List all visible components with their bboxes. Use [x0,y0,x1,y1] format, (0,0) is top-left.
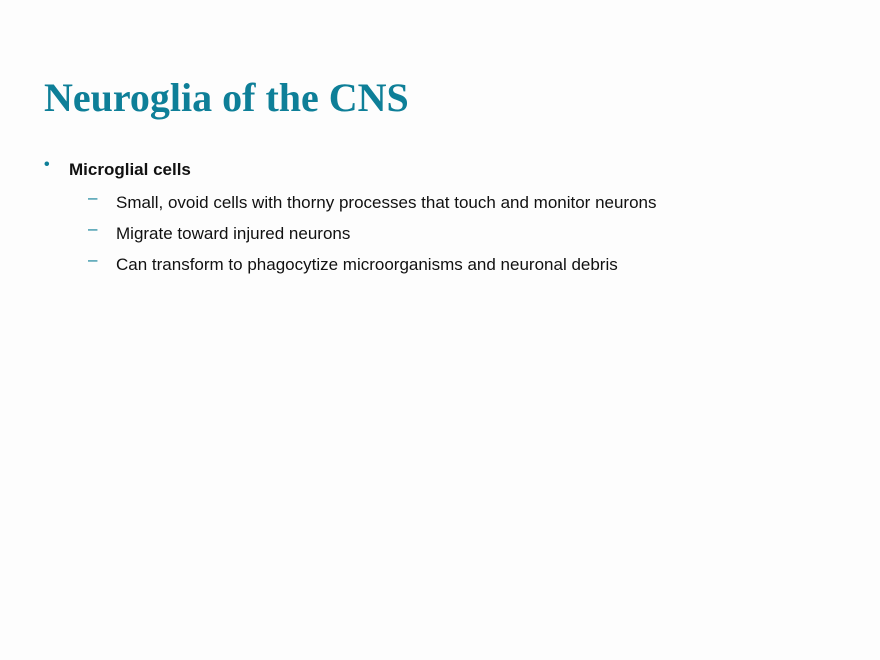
sub-bullet-text: Small, ovoid cells with thorny processes that touch and monitor neurons [116,193,657,212]
sub-bullet-text: Can transform to phagocytize microorganisms and neuronal debris [116,255,618,274]
sub-bullet-text: Migrate toward injured neurons [116,224,351,243]
slide-title: Neuroglia of the CNS [44,75,409,120]
dash-icon: – [88,250,98,269]
dash-icon: – [88,219,98,238]
dash-icon: – [88,188,98,207]
bullet-dot-icon: • [44,156,50,173]
bullet-text: Microglial cells [69,160,191,179]
